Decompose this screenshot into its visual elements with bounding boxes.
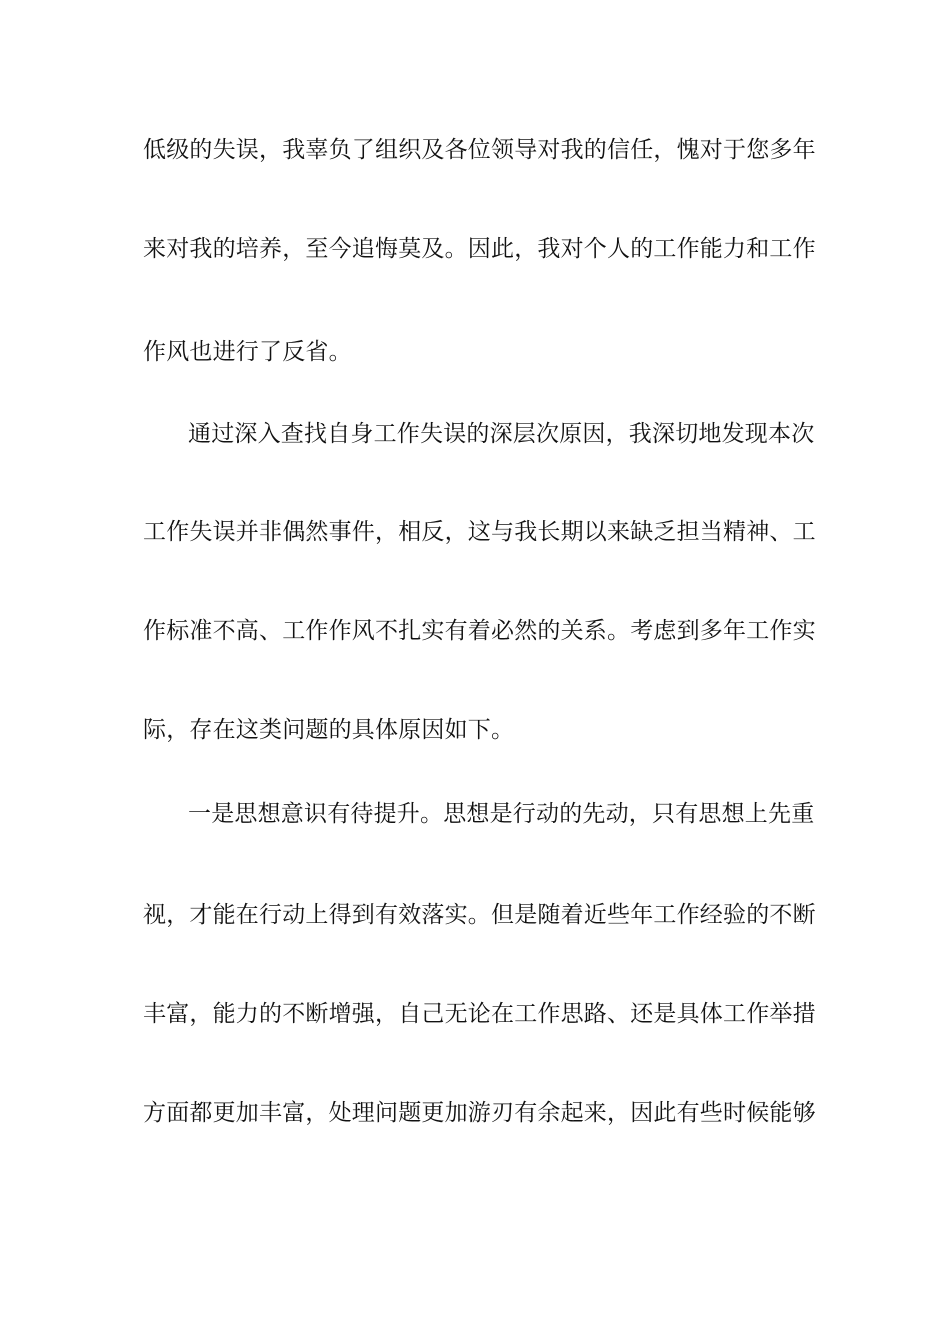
paragraph-line: 作标准不高、工作作风不扎实有着必然的关系。考虑到多年工作实 [143, 618, 816, 644]
paragraph-line: 视，才能在行动上得到有效落实。但是随着近些年工作经验的不断 [143, 902, 816, 928]
paragraph-line: 来对我的培养，至今追悔莫及。因此，我对个人的工作能力和工作 [143, 236, 816, 262]
paragraph-line: 丰富，能力的不断增强，自己无论在工作思路、还是具体工作举措 [143, 1001, 816, 1027]
paragraph-line: 作风也进行了反省。 [143, 339, 352, 365]
paragraph-line: 通过深入查找自身工作失误的深层次原因，我深切地发现本次 [188, 421, 815, 447]
paragraph-line: 一是思想意识有待提升。思想是行动的先动，只有思想上先重 [188, 801, 815, 827]
paragraph-line: 方面都更加丰富，处理问题更加游刃有余起来，因此有些时候能够 [143, 1100, 816, 1126]
paragraph-line: 工作失误并非偶然事件，相反，这与我长期以来缺乏担当精神、工 [143, 519, 816, 545]
paragraph-line: 际，存在这类问题的具体原因如下。 [143, 717, 515, 743]
paragraph-line: 低级的失误，我辜负了组织及各位领导对我的信任，愧对于您多年 [143, 137, 816, 163]
